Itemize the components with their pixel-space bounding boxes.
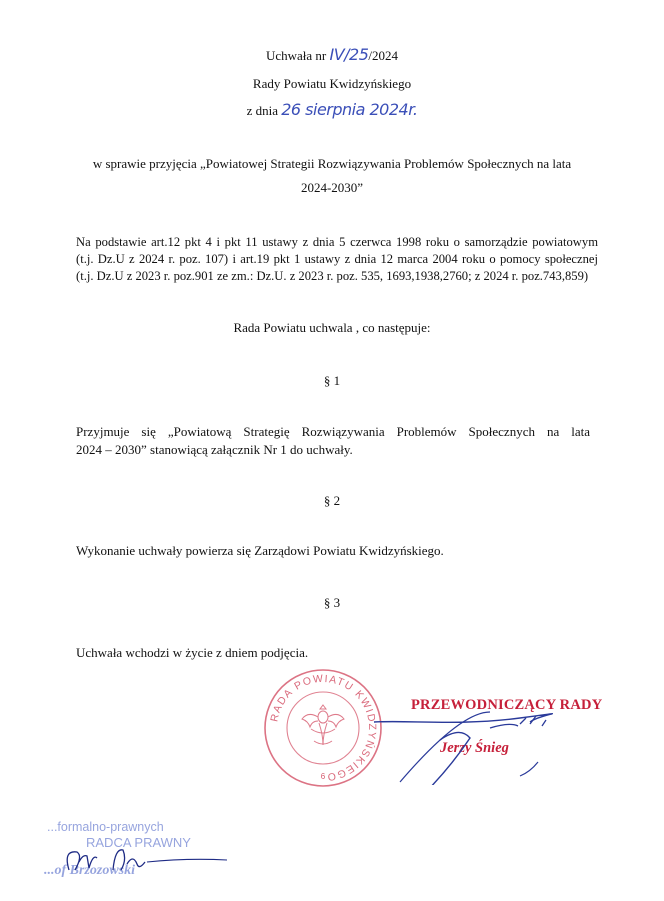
- chairman-signature: [370, 700, 570, 785]
- section-1-line-1: Przyjmuje się „Powiatową Strategię Rozwiązywania Problemów Społecznych na lata: [76, 424, 590, 439]
- legal-basis-line-3: (t.j. Dz.U z 2023 r. poz.901 ze zm.: Dz.U. z 2023 r. poz. 535, 1693,1938,2760; z 2024 r. poz.743,859): [76, 269, 589, 283]
- seal-ring-text: RADA POWIATU KWIDZYŃSKIEGO: [268, 672, 379, 784]
- legal-stamp-line-1: ...formalno-prawnych: [47, 820, 164, 834]
- legal-basis: [76, 234, 598, 285]
- resolution-prefix: Uchwała nr: [265, 48, 327, 63]
- resolution-number-handwritten: IV/25: [329, 45, 369, 64]
- council-name: Rady Powiatu Kwidzyńskiego: [252, 76, 412, 91]
- legal-basis-line-1: Na podstawie art.12 pkt 4 i pkt 11 ustawy z dnia 5 czerwca 1998 roku o samorządzie powiatowym: [76, 235, 598, 249]
- section-2-mark: § 2: [323, 493, 341, 508]
- resolves-clause: Rada Powiatu uchwala , co następuje:: [233, 320, 431, 335]
- subject-line-2: 2024-2030”: [300, 180, 364, 195]
- legal-stamp-line-3: ...of Brzozowski: [44, 863, 136, 878]
- eagle-emblem-icon: [302, 705, 344, 745]
- section-1-body: [76, 423, 590, 459]
- section-1-line-2: 2024 – 2030” stanowiącą załącznik Nr 1 do uchwały.: [76, 442, 353, 457]
- chairman-title-stamp: PRZEWODNICZĄCY RADY: [411, 697, 603, 713]
- section-3-mark: § 3: [323, 595, 341, 610]
- legal-basis-line-2: (t.j. Dz.U z 2024 r. poz. 107) i art.19 pkt 1 ustawy z dnia 12 marca 2004 roku o pomocy społecznej: [76, 252, 598, 266]
- resolution-date-line: [0, 102, 664, 119]
- subject-line-1: w sprawie przyjęcia „Powiatowej Strategii Rozwiązywania Problemów Społecznych na lata: [92, 156, 572, 171]
- section-1-mark: § 1: [323, 373, 341, 388]
- section-2-body: Wykonanie uchwały powierza się Zarządowi Powiatu Kwidzyńskiego.: [76, 543, 444, 558]
- date-prefix: z dnia: [246, 103, 278, 118]
- council-round-seal: [262, 667, 384, 789]
- legal-stamp-line-2: RADCA PRAWNY: [86, 835, 191, 850]
- chairman-name-stamp: Jerzy Śnieg: [440, 740, 509, 756]
- legal-advisor-signature: [55, 840, 235, 880]
- resolution-number-line: [0, 47, 664, 64]
- seal-number: 6: [320, 772, 326, 781]
- resolution-year: /2024: [368, 48, 399, 63]
- section-3-body: Uchwała wchodzi w życie z dniem podjęcia.: [76, 645, 309, 660]
- date-handwritten: 26 sierpnia 2024r.: [281, 100, 418, 119]
